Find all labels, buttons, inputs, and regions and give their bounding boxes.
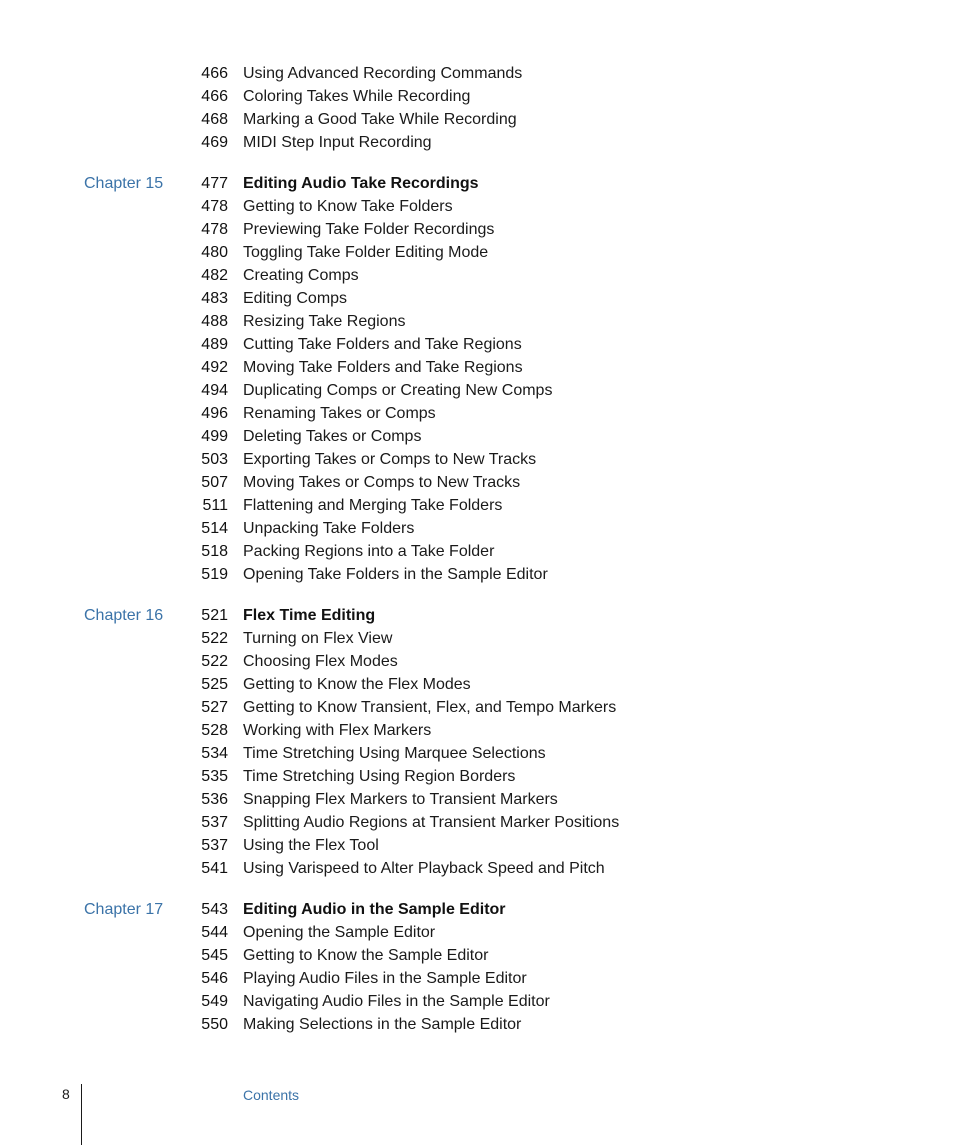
toc-entry[interactable]	[0, 967, 954, 990]
toc-entry-title: Getting to Know the Flex Modes	[243, 676, 471, 693]
toc-page-number: 546	[201, 970, 228, 987]
toc-entry[interactable]	[0, 448, 954, 471]
toc-page-number: 478	[201, 198, 228, 215]
toc-entry-title: Using Varispeed to Alter Playback Speed and Pitch	[243, 860, 605, 877]
toc-entry[interactable]	[0, 921, 954, 944]
toc-entry[interactable]	[0, 494, 954, 517]
toc-page-number: 503	[201, 451, 228, 468]
toc-entry-title: Time Stretching Using Region Borders	[243, 768, 516, 785]
toc-entry[interactable]	[0, 742, 954, 765]
toc-page-number: 549	[201, 993, 228, 1010]
toc-page-number: 537	[201, 814, 228, 831]
toc-page-number: 541	[201, 860, 228, 877]
toc-page-number: 492	[201, 359, 228, 376]
toc-page-number: 527	[201, 699, 228, 716]
toc-page-number: 477	[201, 175, 228, 192]
toc-entry-title: Getting to Know Take Folders	[243, 198, 453, 215]
toc-entry-title: Marking a Good Take While Recording	[243, 111, 517, 128]
toc-entry-title: Working with Flex Markers	[243, 722, 432, 739]
toc-page-number: 544	[201, 924, 228, 941]
toc-chapter-row[interactable]	[0, 898, 954, 921]
toc-entry-title: Turning on Flex View	[243, 630, 393, 647]
toc-page-number: 494	[201, 382, 228, 399]
toc-entry[interactable]	[0, 1013, 954, 1036]
footer-divider	[81, 1084, 82, 1145]
toc-entry[interactable]	[0, 990, 954, 1013]
toc-page-number: 499	[201, 428, 228, 445]
toc-page-number: 550	[201, 1016, 228, 1033]
toc-entry[interactable]	[0, 788, 954, 811]
toc-entry-title: Duplicating Comps or Creating New Comps	[243, 382, 553, 399]
toc-page-number: 518	[201, 543, 228, 560]
toc-entry[interactable]	[0, 563, 954, 586]
toc-group	[0, 62, 954, 154]
toc-entry[interactable]	[0, 218, 954, 241]
toc-entry-title: Getting to Know Transient, Flex, and Tempo Markers	[243, 699, 617, 716]
toc-entry-title: Moving Takes or Comps to New Tracks	[243, 474, 521, 491]
toc-entry-title: Renaming Takes or Comps	[243, 405, 436, 422]
toc-entry-title: Navigating Audio Files in the Sample Editor	[243, 993, 550, 1010]
toc-entry[interactable]	[0, 944, 954, 967]
toc-entry-title: Time Stretching Using Marquee Selections	[243, 745, 546, 762]
toc-group	[0, 172, 954, 586]
toc-page-number: 535	[201, 768, 228, 785]
toc-entry-title: Editing Comps	[243, 290, 348, 307]
toc-entry[interactable]	[0, 425, 954, 448]
footer-page-number: 8	[62, 1086, 70, 1102]
toc-entry-title: Cutting Take Folders and Take Regions	[243, 336, 522, 353]
table-of-contents	[0, 62, 954, 1054]
toc-entry-title: Opening the Sample Editor	[243, 924, 436, 941]
toc-entry-title: Opening Take Folders in the Sample Editor	[243, 566, 548, 583]
toc-entry[interactable]	[0, 517, 954, 540]
chapter-label: Chapter 17	[84, 901, 164, 918]
toc-entry[interactable]	[0, 195, 954, 218]
toc-page-number: 468	[201, 111, 228, 128]
toc-entry[interactable]	[0, 85, 954, 108]
toc-entry[interactable]	[0, 719, 954, 742]
toc-entry[interactable]	[0, 108, 954, 131]
toc-entry[interactable]	[0, 765, 954, 788]
toc-entry-title: Unpacking Take Folders	[243, 520, 415, 537]
toc-entry-title: Exporting Takes or Comps to New Tracks	[243, 451, 537, 468]
toc-page-number: 489	[201, 336, 228, 353]
toc-entry-title: Previewing Take Folder Recordings	[243, 221, 495, 238]
toc-page-number: 482	[201, 267, 228, 284]
toc-entry[interactable]	[0, 540, 954, 563]
toc-entry[interactable]	[0, 857, 954, 880]
toc-entry[interactable]	[0, 379, 954, 402]
toc-entry-title: Playing Audio Files in the Sample Editor	[243, 970, 527, 987]
toc-chapter-row[interactable]	[0, 604, 954, 627]
toc-entry-title: Moving Take Folders and Take Regions	[243, 359, 523, 376]
toc-page-number: 507	[201, 474, 228, 491]
toc-entry[interactable]	[0, 471, 954, 494]
toc-entry[interactable]	[0, 310, 954, 333]
toc-page-number: 519	[201, 566, 228, 583]
toc-entry[interactable]	[0, 131, 954, 154]
toc-entry-title: Splitting Audio Regions at Transient Marker Positions	[243, 814, 620, 831]
toc-entry-title: Using Advanced Recording Commands	[243, 65, 523, 82]
toc-entry-title: Getting to Know the Sample Editor	[243, 947, 489, 964]
toc-page-number: 525	[201, 676, 228, 693]
toc-page-number: 534	[201, 745, 228, 762]
toc-entry[interactable]	[0, 241, 954, 264]
toc-entry[interactable]	[0, 333, 954, 356]
toc-entry-title: Packing Regions into a Take Folder	[243, 543, 495, 560]
toc-entry-title: Using the Flex Tool	[243, 837, 379, 854]
toc-entry-title: Flattening and Merging Take Folders	[243, 497, 503, 514]
toc-page-number: 522	[201, 653, 228, 670]
toc-entry[interactable]	[0, 650, 954, 673]
toc-entry-title: Resizing Take Regions	[243, 313, 406, 330]
toc-chapter-row[interactable]	[0, 172, 954, 195]
toc-entry-title: MIDI Step Input Recording	[243, 134, 432, 151]
toc-page-number: 521	[201, 607, 228, 624]
chapter-title: Flex Time Editing	[243, 607, 376, 624]
toc-entry-title: Snapping Flex Markers to Transient Markers	[243, 791, 558, 808]
toc-page-number: 528	[201, 722, 228, 739]
toc-entry[interactable]	[0, 62, 954, 85]
toc-entry[interactable]	[0, 834, 954, 857]
toc-page-number: 511	[202, 497, 228, 514]
toc-page-number: 543	[201, 901, 228, 918]
toc-entry-title: Toggling Take Folder Editing Mode	[243, 244, 489, 261]
toc-page-number: 488	[201, 313, 228, 330]
toc-entry[interactable]	[0, 402, 954, 425]
toc-entry[interactable]	[0, 287, 954, 310]
toc-page-number: 483	[201, 290, 228, 307]
toc-page-number: 469	[201, 134, 228, 151]
toc-page-number: 496	[201, 405, 228, 422]
toc-entry[interactable]	[0, 811, 954, 834]
toc-entry[interactable]	[0, 627, 954, 650]
toc-group	[0, 898, 954, 1036]
toc-page-number: 536	[201, 791, 228, 808]
toc-entry-title: Deleting Takes or Comps	[243, 428, 422, 445]
toc-page-number: 478	[201, 221, 228, 238]
toc-page-number: 545	[201, 947, 228, 964]
toc-group	[0, 604, 954, 880]
toc-entry[interactable]	[0, 673, 954, 696]
toc-entry-title: Coloring Takes While Recording	[243, 88, 471, 105]
toc-page-number: 466	[201, 65, 228, 82]
toc-entry[interactable]	[0, 696, 954, 719]
chapter-label: Chapter 16	[84, 607, 164, 624]
chapter-title: Editing Audio in the Sample Editor	[243, 901, 506, 918]
toc-entry-title: Creating Comps	[243, 267, 359, 284]
chapter-label: Chapter 15	[84, 175, 164, 192]
toc-entry[interactable]	[0, 356, 954, 379]
toc-entry-title: Choosing Flex Modes	[243, 653, 398, 670]
toc-page-number: 514	[201, 520, 228, 537]
chapter-title: Editing Audio Take Recordings	[243, 175, 479, 192]
toc-entry[interactable]	[0, 264, 954, 287]
toc-page-number: 480	[201, 244, 228, 261]
toc-page-number: 466	[201, 88, 228, 105]
toc-page-number: 522	[201, 630, 228, 647]
footer-section-label: Contents	[243, 1087, 300, 1103]
toc-entry-title: Making Selections in the Sample Editor	[243, 1016, 522, 1033]
toc-page-number: 537	[201, 837, 228, 854]
